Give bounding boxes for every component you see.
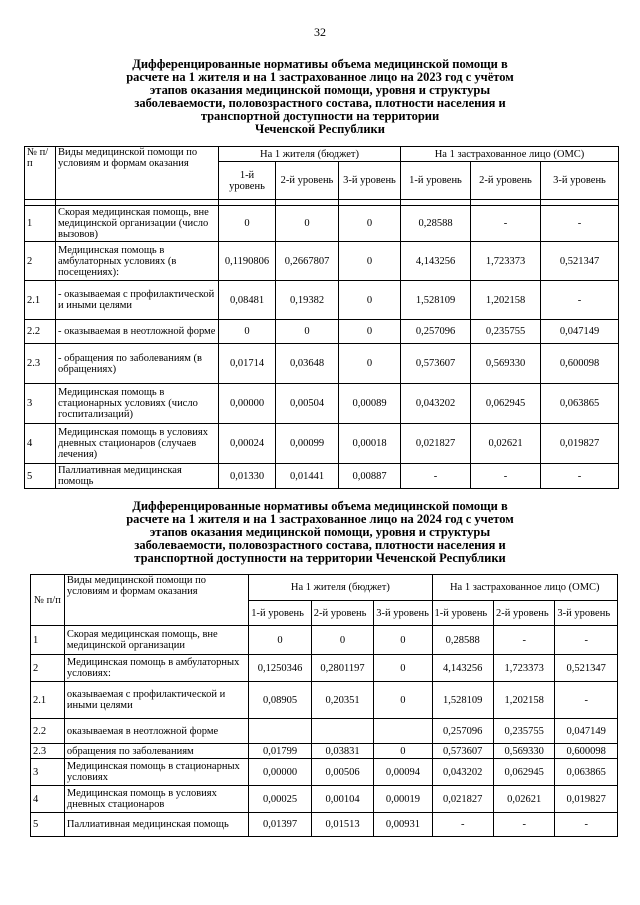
header-budget: На 1 жителя (бюджет) (249, 575, 432, 601)
table-row (31, 759, 618, 786)
section2-title (60, 500, 580, 565)
title-line: заболеваемости, половозрастного состава, плотности населения и (134, 96, 506, 110)
oms-value-cell: 0,600098 (555, 744, 618, 759)
row-label: Скорая медицинская помощь, вне медицинской организации (число вызовов) (56, 206, 219, 242)
oms-value-cell: - (541, 281, 619, 320)
title-line: расчете на 1 жителя и на 1 застрахованное лицо на 2023 год с учётом (126, 70, 514, 84)
budget-value-cell: 0,01330 (219, 464, 276, 489)
budget-value-cell (374, 719, 432, 744)
budget-value-cell: 0,00000 (219, 384, 276, 424)
oms-value-cell: 0,047149 (541, 320, 619, 344)
title-line: Дифференцированные нормативы объема медицинской помощи в (132, 57, 508, 71)
row-number: 2.2 (25, 320, 56, 344)
budget-value-cell: 0 (339, 242, 401, 281)
header-oms: На 1 застрахованное лицо (ОМС) (401, 147, 619, 162)
oms-value-cell: 0,019827 (555, 786, 618, 813)
table-row (31, 744, 618, 759)
budget-value-cell: 0,1250346 (249, 655, 312, 682)
oms-value-cell: - (471, 206, 541, 242)
header-budget-level: 2-й уровень (311, 601, 374, 626)
oms-value-cell: 0,063865 (555, 759, 618, 786)
oms-value-cell: 4,143256 (432, 655, 493, 682)
row-label: Медицинская помощь в амбулаторных условиях: (64, 655, 248, 682)
row-number: 2 (31, 655, 65, 682)
header-kind: Виды медицинской помощи по условиям и формам оказания (64, 575, 248, 626)
budget-value-cell: 0 (249, 626, 312, 655)
row-number: 4 (31, 786, 65, 813)
section2-body (31, 626, 618, 837)
budget-value-cell: 0,00504 (276, 384, 339, 424)
oms-value-cell: 0,021827 (432, 786, 493, 813)
row-label: обращения по заболеваниям (64, 744, 248, 759)
table-row (31, 786, 618, 813)
row-number: 2.3 (31, 744, 65, 759)
oms-value-cell: 1,723373 (471, 242, 541, 281)
table-row (31, 682, 618, 719)
table-row (25, 424, 619, 464)
budget-value-cell: 0,01397 (249, 813, 312, 837)
oms-value-cell: 0,043202 (432, 759, 493, 786)
table-row (25, 344, 619, 384)
table-row (31, 813, 618, 837)
header-oms: На 1 застрахованное лицо (ОМС) (432, 575, 617, 601)
header-oms-level: 3-й уровень (555, 601, 618, 626)
table-row (31, 719, 618, 744)
header-budget-level: 1-й уровень (249, 601, 312, 626)
row-label: - обращения по заболеваниям (в обращениях) (56, 344, 219, 384)
oms-value-cell: 1,202158 (471, 281, 541, 320)
oms-value-cell: 4,143256 (401, 242, 471, 281)
budget-value-cell: 0,00025 (249, 786, 312, 813)
page-number: 32 (314, 25, 326, 39)
budget-value-cell: 0,2667807 (276, 242, 339, 281)
oms-value-cell: 0,047149 (555, 719, 618, 744)
budget-value-cell: 0,00506 (311, 759, 374, 786)
oms-value-cell: 0,02621 (493, 786, 554, 813)
row-number: 2.1 (31, 682, 65, 719)
budget-value-cell: 0 (339, 344, 401, 384)
row-label: оказываемая в неотложной форме (64, 719, 248, 744)
budget-value-cell: 0,00024 (219, 424, 276, 464)
budget-value-cell: 0 (276, 206, 339, 242)
oms-value-cell: 1,528109 (432, 682, 493, 719)
budget-value-cell (249, 719, 312, 744)
budget-value-cell: 0 (374, 655, 432, 682)
title-line: этапов оказания медицинской помощи, уровня и структуры (149, 83, 491, 97)
budget-value-cell: 0,08905 (249, 682, 312, 719)
oms-value-cell: 1,528109 (401, 281, 471, 320)
title-line: Чеченской Республики (255, 122, 385, 136)
row-label: Скорая медицинская помощь, вне медицинской организации (64, 626, 248, 655)
budget-value-cell: 0,01714 (219, 344, 276, 384)
header-budget-level: 1-й уровень (219, 162, 276, 200)
section1-title (60, 58, 580, 136)
budget-value-cell: 0,00089 (339, 384, 401, 424)
row-label: Паллиативная медицинская помощь (56, 464, 219, 489)
table-row (25, 320, 619, 344)
oms-value-cell: 1,202158 (493, 682, 554, 719)
table-row (31, 626, 618, 655)
row-number: 3 (25, 384, 56, 424)
budget-value-cell: 0,00099 (276, 424, 339, 464)
oms-value-cell: 0,28588 (401, 206, 471, 242)
oms-value-cell: - (555, 626, 618, 655)
header-oms-level: 2-й уровень (471, 162, 541, 200)
table-row (25, 206, 619, 242)
oms-value-cell: 1,723373 (493, 655, 554, 682)
title-line: транспортной доступности на территории Чеченской Республики (134, 551, 506, 565)
header-budget: На 1 жителя (бюджет) (219, 147, 401, 162)
header-num: № п/ п (25, 147, 56, 200)
row-label: - оказываемая с профилактической и иными целями (56, 281, 219, 320)
budget-value-cell: 0,08481 (219, 281, 276, 320)
oms-value-cell: 0,019827 (541, 424, 619, 464)
budget-value-cell: 0,03648 (276, 344, 339, 384)
table-row (25, 281, 619, 320)
header-kind: Виды медицинской помощи по условиям и формам оказания (56, 147, 219, 200)
row-number: 2.1 (25, 281, 56, 320)
oms-value-cell: 0,235755 (493, 719, 554, 744)
section1-body (25, 206, 619, 489)
row-label: Медицинская помощь в условиях дневных стационаров (64, 786, 248, 813)
budget-value-cell: 0,1190806 (219, 242, 276, 281)
title-line: заболеваемости, половозрастного состава, плотности населения и (134, 538, 506, 552)
oms-value-cell: 0,573607 (401, 344, 471, 384)
title-line: транспортной доступности на территории (200, 109, 440, 123)
header-num: № п/п (31, 575, 65, 626)
row-label: Медицинская помощь в стационарных условиях (число госпитализаций) (56, 384, 219, 424)
row-number: 2.2 (31, 719, 65, 744)
row-label: оказываемая с профилактической и иными целями (64, 682, 248, 719)
oms-value-cell: 0,062945 (493, 759, 554, 786)
oms-value-cell: 0,573607 (432, 744, 493, 759)
budget-value-cell: 0,00887 (339, 464, 401, 489)
header-budget-level: 2-й уровень (276, 162, 339, 200)
oms-value-cell: - (555, 682, 618, 719)
budget-value-cell: 0 (339, 320, 401, 344)
budget-value-cell: 0,2801197 (311, 655, 374, 682)
oms-value-cell: 0,021827 (401, 424, 471, 464)
budget-value-cell: 0 (339, 206, 401, 242)
header-oms-level: 1-й уровень (432, 601, 493, 626)
budget-value-cell: 0 (374, 744, 432, 759)
oms-value-cell: 0,569330 (471, 344, 541, 384)
oms-value-cell: - (432, 813, 493, 837)
section1-table (24, 146, 619, 489)
budget-value-cell: 0,01799 (249, 744, 312, 759)
oms-value-cell: 0,02621 (471, 424, 541, 464)
section2-table (30, 574, 618, 837)
oms-value-cell: 0,28588 (432, 626, 493, 655)
table-row (25, 242, 619, 281)
oms-value-cell: 0,257096 (401, 320, 471, 344)
header-oms-level: 2-й уровень (493, 601, 554, 626)
row-label: Медицинская помощь в амбулаторных условиях (в посещениях): (56, 242, 219, 281)
oms-value-cell: 0,521347 (541, 242, 619, 281)
row-number: 3 (31, 759, 65, 786)
row-label: Медицинская помощь в условиях дневных стационаров (случаев лечения) (56, 424, 219, 464)
budget-value-cell: 0,19382 (276, 281, 339, 320)
header-budget-level: 3-й уровень (339, 162, 401, 200)
oms-value-cell: 0,235755 (471, 320, 541, 344)
oms-value-cell: - (401, 464, 471, 489)
table-row (25, 464, 619, 489)
oms-value-cell: 0,600098 (541, 344, 619, 384)
budget-value-cell: 0,00000 (249, 759, 312, 786)
oms-value-cell: 0,521347 (555, 655, 618, 682)
oms-value-cell: - (541, 464, 619, 489)
row-label: Медицинская помощь в стационарных условиях (64, 759, 248, 786)
budget-value-cell: 0 (339, 281, 401, 320)
row-number: 2 (25, 242, 56, 281)
oms-value-cell: - (555, 813, 618, 837)
oms-value-cell: 0,257096 (432, 719, 493, 744)
table-row (25, 384, 619, 424)
oms-value-cell: 0,043202 (401, 384, 471, 424)
oms-value-cell: 0,062945 (471, 384, 541, 424)
budget-value-cell: 0 (276, 320, 339, 344)
budget-value-cell: 0 (374, 682, 432, 719)
oms-value-cell: - (493, 813, 554, 837)
budget-value-cell: 0,20351 (311, 682, 374, 719)
oms-value-cell: 0,569330 (493, 744, 554, 759)
budget-value-cell: 0 (311, 626, 374, 655)
title-line: этапов оказания медицинской помощи, уровня и структуры (149, 525, 491, 539)
budget-value-cell: 0,01513 (311, 813, 374, 837)
budget-value-cell: 0 (374, 626, 432, 655)
row-number: 5 (31, 813, 65, 837)
row-label: - оказываемая в неотложной форме (56, 320, 219, 344)
header-oms-level: 3-й уровень (541, 162, 619, 200)
table-row (31, 655, 618, 682)
budget-value-cell: 0,00018 (339, 424, 401, 464)
title-line: Дифференцированные нормативы объема медицинской помощи в (132, 499, 508, 513)
row-label: Паллиативная медицинская помощь (64, 813, 248, 837)
budget-value-cell: 0,00019 (374, 786, 432, 813)
budget-value-cell (311, 719, 374, 744)
budget-value-cell: 0,01441 (276, 464, 339, 489)
row-number: 5 (25, 464, 56, 489)
header-oms-level: 1-й уровень (401, 162, 471, 200)
budget-value-cell: 0,00104 (311, 786, 374, 813)
budget-value-cell: 0,03831 (311, 744, 374, 759)
row-number: 2.3 (25, 344, 56, 384)
budget-value-cell: 0 (219, 320, 276, 344)
header-budget-level: 3-й уровень (374, 601, 432, 626)
row-number: 1 (25, 206, 56, 242)
oms-value-cell: - (541, 206, 619, 242)
oms-value-cell: - (471, 464, 541, 489)
oms-value-cell: 0,063865 (541, 384, 619, 424)
budget-value-cell: 0 (219, 206, 276, 242)
budget-value-cell: 0,00094 (374, 759, 432, 786)
title-line: расчете на 1 жителя и на 1 застрахованное лицо на 2024 год с учетом (126, 512, 514, 526)
row-number: 1 (31, 626, 65, 655)
row-number: 4 (25, 424, 56, 464)
budget-value-cell: 0,00931 (374, 813, 432, 837)
oms-value-cell: - (493, 626, 554, 655)
